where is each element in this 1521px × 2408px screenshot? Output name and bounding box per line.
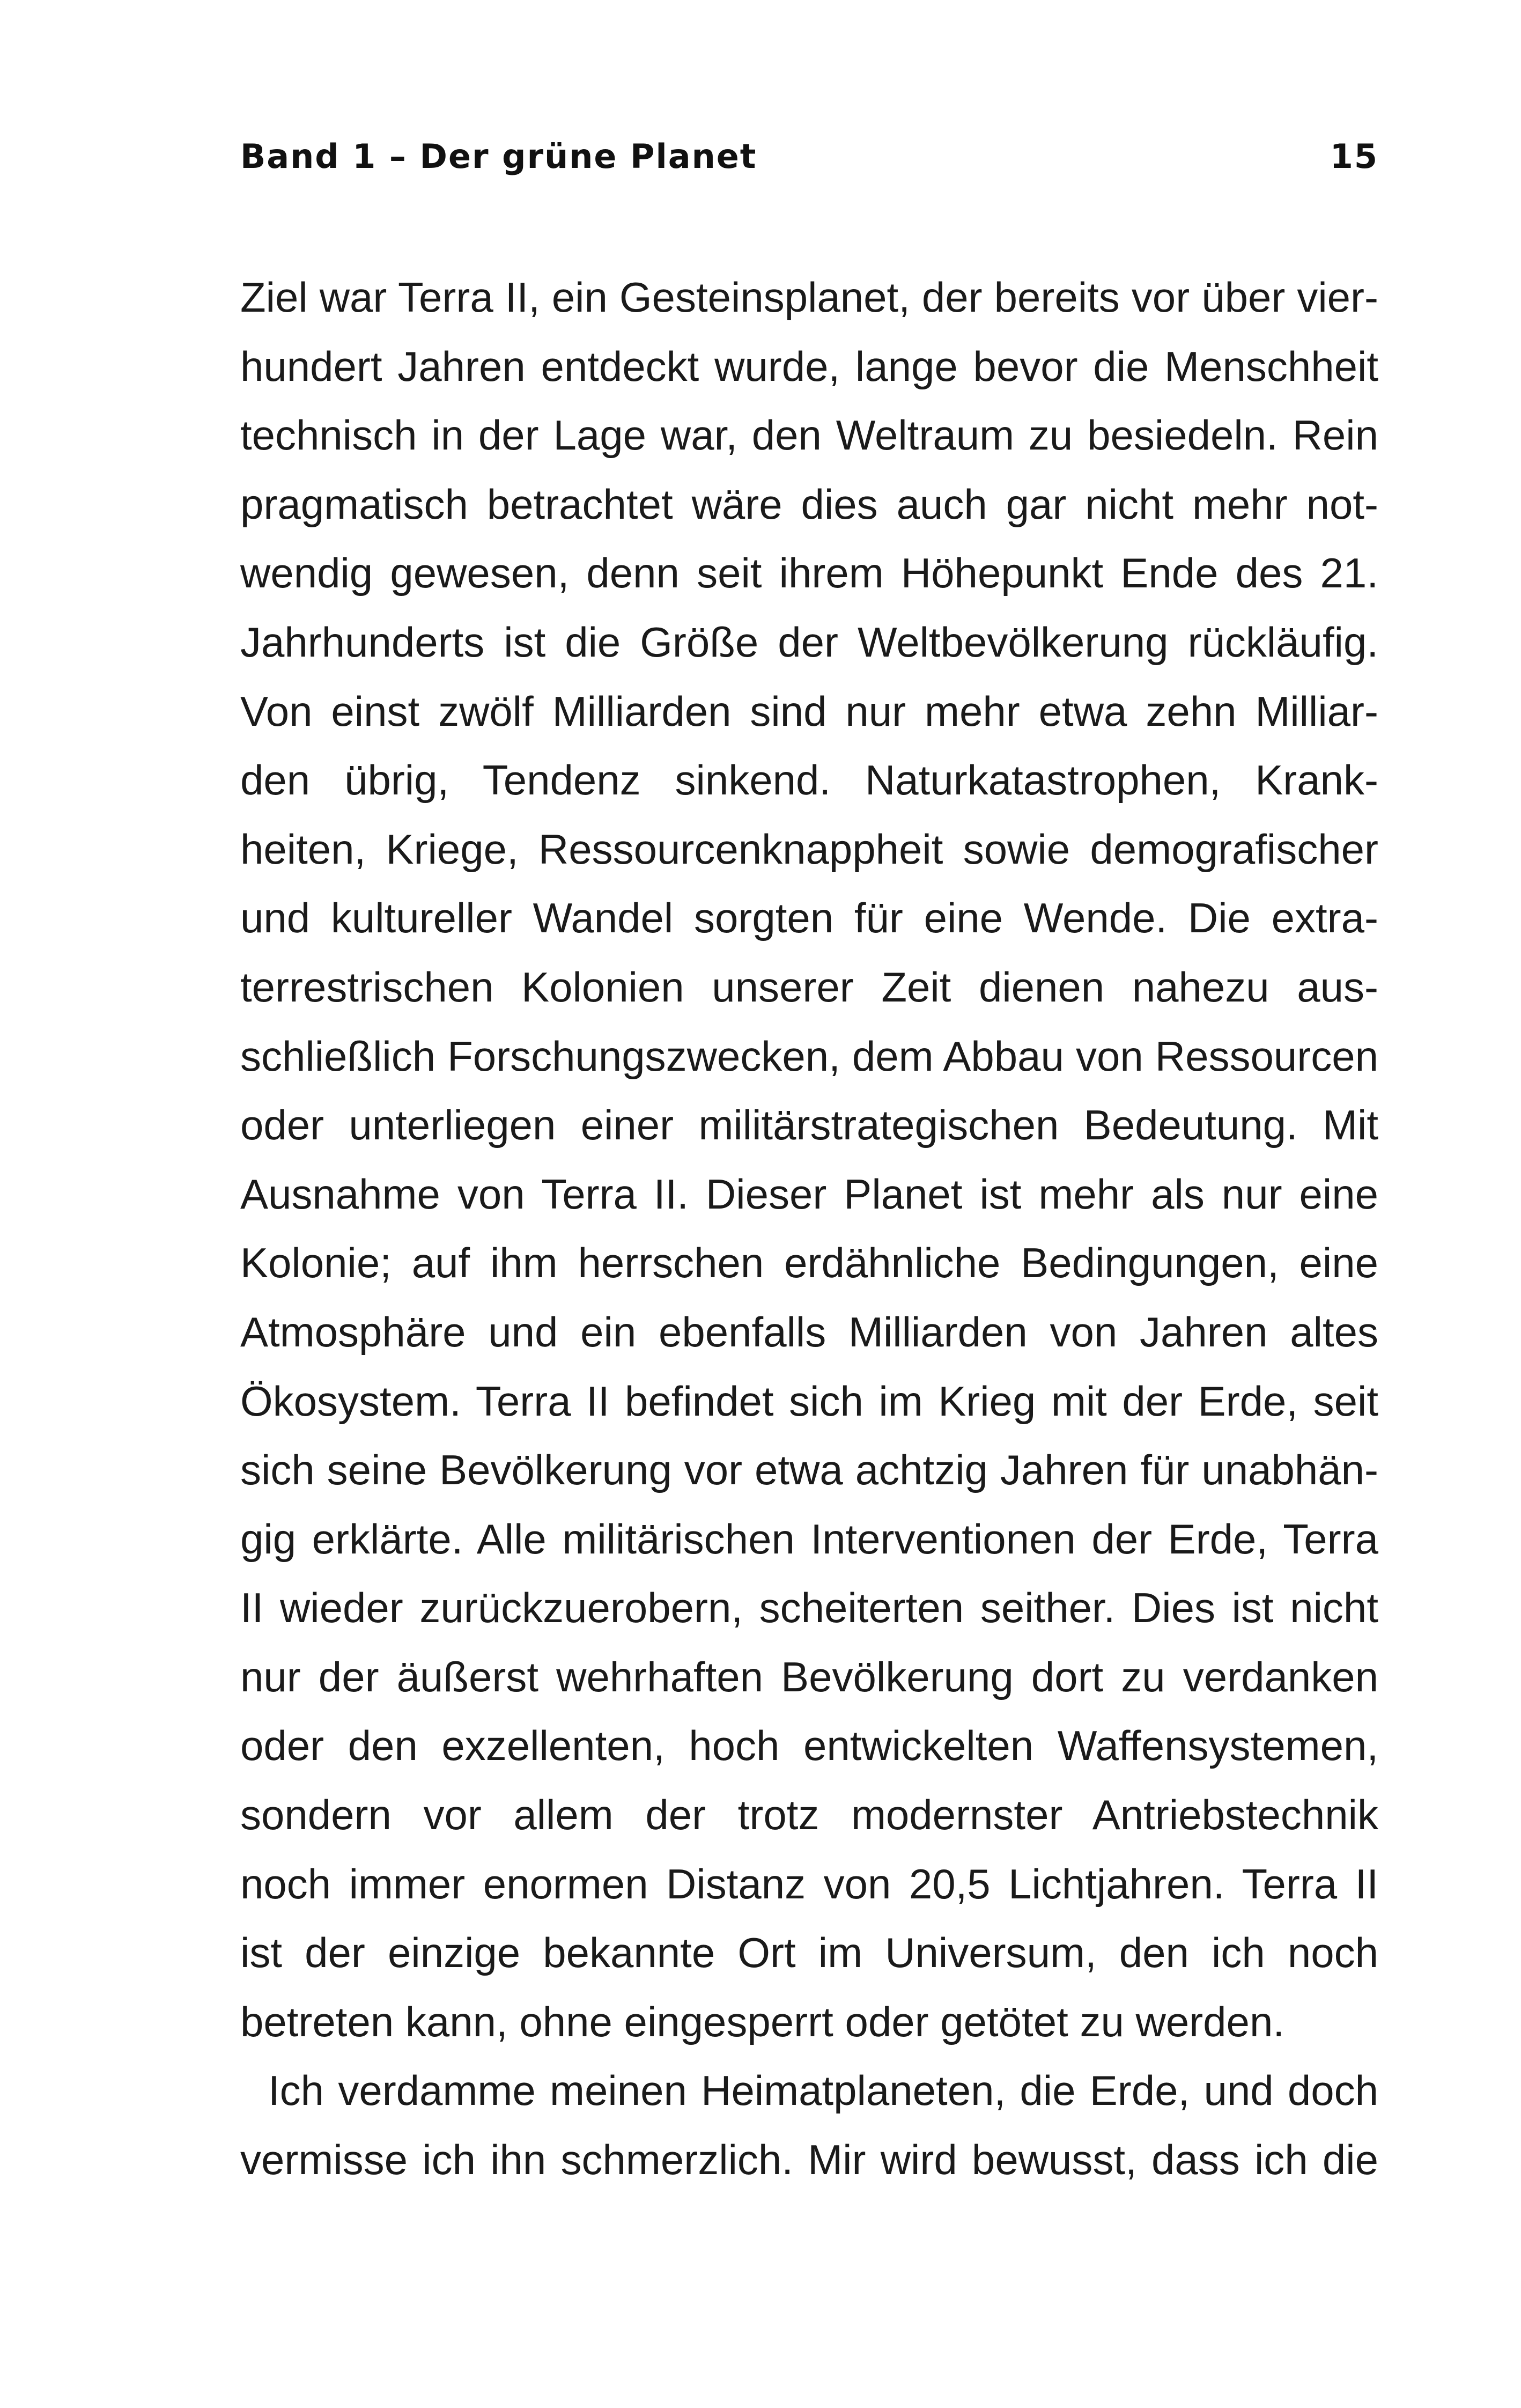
text-line: ist der einzige bekannte Ort im Universum, den ich noch — [240, 1929, 1378, 1977]
text-line: sich seine Bevölkerung vor etwa achtzig Jahren für unabhän- — [240, 1446, 1378, 1494]
text-line: den übrig, Tendenz sinkend. Naturkatastrophen, Krank- — [240, 756, 1378, 804]
text-line: heiten, Kriege, Ressourcenknappheit sowie demografischer — [240, 825, 1378, 873]
text-line: pragmatisch betrachtet wäre dies auch gar nicht mehr not- — [240, 480, 1378, 528]
page-number: 15 — [1330, 136, 1378, 176]
text-line: II wieder zurückzuerobern, scheiterten seither. Dies ist nicht — [240, 1584, 1378, 1632]
text-line: oder unterliegen einer militärstrategischen Bedeutung. Mit — [240, 1101, 1378, 1149]
text-line: technisch in der Lage war, den Weltraum zu besiedeln. Rein — [240, 411, 1378, 459]
text-line: Kolonie; auf ihm herrschen erdähnliche Bedingungen, eine — [240, 1239, 1378, 1287]
text-line: Ziel war Terra II, ein Gesteinsplanet, der bereits vor über vier- — [240, 274, 1378, 321]
text-line: Ökosystem. Terra II befindet sich im Krieg mit der Erde, seit — [240, 1377, 1378, 1425]
text-line: Atmosphäre und ein ebenfalls Milliarden von Jahren altes — [240, 1308, 1378, 1356]
text-line: Von einst zwölf Milliarden sind nur mehr etwa zehn Milliar- — [240, 687, 1378, 735]
text-line: schließlich Forschungszwecken, dem Abbau von Ressourcen — [240, 1032, 1378, 1080]
text-line: noch immer enormen Distanz von 20,5 Lichtjahren. Terra II — [240, 1860, 1378, 1908]
running-header — [240, 127, 1378, 186]
running-title: Band 1 – Der grüne Planet — [240, 136, 757, 176]
text-line: sondern vor allem der trotz modernster Antriebstechnik — [240, 1791, 1378, 1839]
text-line: oder den exzellenten, hoch entwickelten Waffensystemen, — [240, 1722, 1378, 1770]
text-line: gig erklärte. Alle militärischen Interventionen der Erde, Terra — [240, 1515, 1378, 1563]
paragraph-start-line: Ich verdamme meinen Heimatplaneten, die Erde, und doch — [268, 2067, 1378, 2115]
text-line: nur der äußerst wehrhaften Bevölkerung dort zu verdanken — [240, 1653, 1378, 1700]
text-line: vermisse ich ihn schmerzlich. Mir wird bewusst, dass ich die — [240, 2136, 1378, 2184]
text-line: Ausnahme von Terra II. Dieser Planet ist mehr als nur eine — [240, 1170, 1378, 1218]
text-line: terrestrischen Kolonien unserer Zeit dienen nahezu aus- — [240, 963, 1378, 1011]
paragraph-end-line: betreten kann, ohne eingesperrt oder getötet zu werden. — [240, 1998, 1284, 2045]
body-text — [240, 263, 1378, 2195]
text-line: hundert Jahren entdeckt wurde, lange bevor die Menschheit — [240, 342, 1378, 390]
text-line: Jahrhunderts ist die Größe der Weltbevölkerung rückläufig. — [240, 618, 1378, 666]
text-line: wendig gewesen, denn seit ihrem Höhepunkt Ende des 21. — [240, 549, 1378, 597]
text-line: und kultureller Wandel sorgten für eine Wende. Die extra- — [240, 894, 1378, 942]
